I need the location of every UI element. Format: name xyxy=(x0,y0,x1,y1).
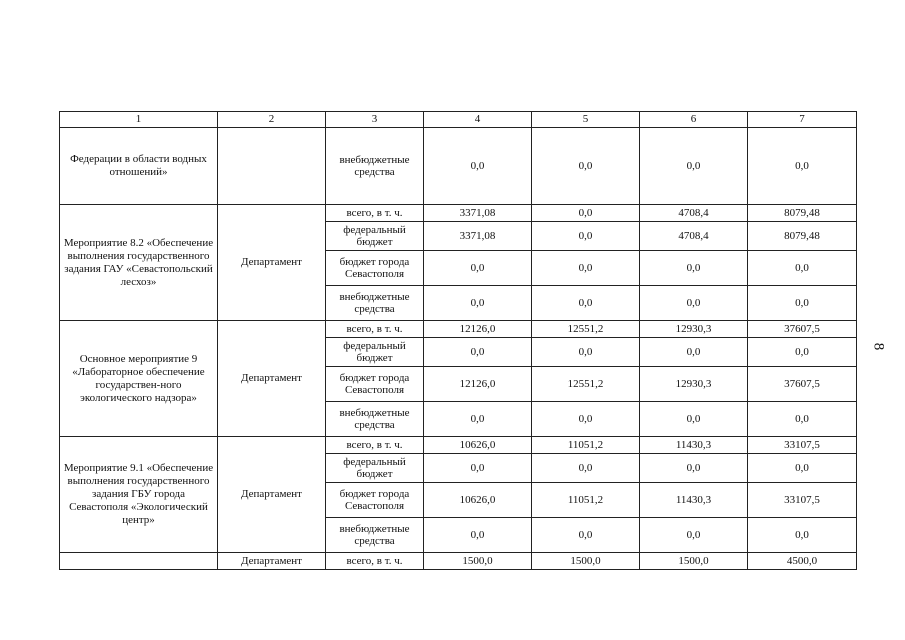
value-cell: 0,0 xyxy=(424,286,532,321)
executor-cell xyxy=(218,128,326,205)
column-header: 1 xyxy=(60,112,218,128)
value-cell: 0,0 xyxy=(532,128,640,205)
column-number-row xyxy=(60,112,857,128)
value-cell: 1500,0 xyxy=(532,553,640,570)
column-header: 6 xyxy=(640,112,748,128)
value-cell: 12126,0 xyxy=(424,321,532,338)
value-cell: 0,0 xyxy=(532,205,640,222)
value-cell: 10626,0 xyxy=(424,483,532,518)
value-cell: 0,0 xyxy=(424,402,532,437)
table-row xyxy=(60,205,857,222)
executor-cell: Департамент xyxy=(218,321,326,437)
value-cell: 0,0 xyxy=(748,338,857,367)
value-cell: 12551,2 xyxy=(532,321,640,338)
value-cell: 4708,4 xyxy=(640,222,748,251)
value-cell: 12551,2 xyxy=(532,367,640,402)
executor-cell: Департамент xyxy=(218,437,326,553)
value-cell: 0,0 xyxy=(640,128,748,205)
value-cell: 0,0 xyxy=(640,454,748,483)
value-cell: 0,0 xyxy=(532,454,640,483)
value-cell: 33107,5 xyxy=(748,437,857,454)
value-cell: 12930,3 xyxy=(640,367,748,402)
value-cell: 0,0 xyxy=(424,518,532,553)
value-cell: 0,0 xyxy=(532,518,640,553)
funding-source: внебюджетные средства xyxy=(326,402,424,437)
value-cell: 0,0 xyxy=(424,454,532,483)
funding-source: всего, в т. ч. xyxy=(326,205,424,222)
funding-source: бюджет города Севастополя xyxy=(326,483,424,518)
funding-source: федеральный бюджет xyxy=(326,222,424,251)
value-cell: 0,0 xyxy=(640,251,748,286)
funding-source: федеральный бюджет xyxy=(326,338,424,367)
measure-name: Мероприятие 8.2 «Обеспечение выполнения государственного задания ГАУ «Севастопольский лесхоз» xyxy=(60,205,218,321)
executor-cell: Департамент xyxy=(218,553,326,570)
measure-name xyxy=(60,553,218,570)
measure-name: Федерации в области водных отношений» xyxy=(60,128,218,205)
value-cell: 33107,5 xyxy=(748,483,857,518)
value-cell: 0,0 xyxy=(748,128,857,205)
value-cell: 0,0 xyxy=(424,338,532,367)
value-cell: 11430,3 xyxy=(640,483,748,518)
table-row xyxy=(60,437,857,454)
table-row xyxy=(60,321,857,338)
value-cell: 0,0 xyxy=(532,251,640,286)
value-cell: 0,0 xyxy=(748,518,857,553)
value-cell: 37607,5 xyxy=(748,367,857,402)
value-cell: 8079,48 xyxy=(748,205,857,222)
measure-name: Основное мероприятие 9 «Лабораторное обеспечение государствен-ного экологического надзора» xyxy=(60,321,218,437)
column-header: 7 xyxy=(748,112,857,128)
page-number: 8 xyxy=(870,342,887,351)
value-cell: 1500,0 xyxy=(640,553,748,570)
funding-source: всего, в т. ч. xyxy=(326,321,424,338)
value-cell: 0,0 xyxy=(532,286,640,321)
value-cell: 0,0 xyxy=(640,518,748,553)
funding-source: внебюджетные средства xyxy=(326,518,424,553)
measure-name: Мероприятие 9.1 «Обеспечение выполнения государственного задания ГБУ города Севастополя «Экологический центр» xyxy=(60,437,218,553)
executor-cell: Департамент xyxy=(218,205,326,321)
value-cell: 0,0 xyxy=(640,286,748,321)
value-cell: 4500,0 xyxy=(748,553,857,570)
value-cell: 0,0 xyxy=(748,402,857,437)
value-cell: 12930,3 xyxy=(640,321,748,338)
value-cell: 0,0 xyxy=(424,128,532,205)
column-header: 3 xyxy=(326,112,424,128)
column-header: 2 xyxy=(218,112,326,128)
column-header: 5 xyxy=(532,112,640,128)
value-cell: 3371,08 xyxy=(424,205,532,222)
value-cell: 0,0 xyxy=(748,454,857,483)
column-header: 4 xyxy=(424,112,532,128)
value-cell: 11051,2 xyxy=(532,483,640,518)
value-cell: 37607,5 xyxy=(748,321,857,338)
value-cell: 1500,0 xyxy=(424,553,532,570)
table-row xyxy=(60,128,857,205)
value-cell: 8079,48 xyxy=(748,222,857,251)
value-cell: 0,0 xyxy=(532,222,640,251)
value-cell: 0,0 xyxy=(532,402,640,437)
value-cell: 3371,08 xyxy=(424,222,532,251)
value-cell: 10626,0 xyxy=(424,437,532,454)
value-cell: 0,0 xyxy=(532,338,640,367)
funding-source: федеральный бюджет xyxy=(326,454,424,483)
value-cell: 12126,0 xyxy=(424,367,532,402)
value-cell: 11430,3 xyxy=(640,437,748,454)
value-cell: 0,0 xyxy=(748,286,857,321)
value-cell: 4708,4 xyxy=(640,205,748,222)
value-cell: 11051,2 xyxy=(532,437,640,454)
table-row xyxy=(60,553,857,570)
funding-source: всего, в т. ч. xyxy=(326,437,424,454)
funding-source: внебюджетные средства xyxy=(326,128,424,205)
funding-source: бюджет города Севастополя xyxy=(326,251,424,286)
funding-source: внебюджетные средства xyxy=(326,286,424,321)
value-cell: 0,0 xyxy=(424,251,532,286)
funding-source: бюджет города Севастополя xyxy=(326,367,424,402)
value-cell: 0,0 xyxy=(640,402,748,437)
funding-source: всего, в т. ч. xyxy=(326,553,424,570)
budget-table xyxy=(59,111,857,570)
value-cell: 0,0 xyxy=(640,338,748,367)
value-cell: 0,0 xyxy=(748,251,857,286)
